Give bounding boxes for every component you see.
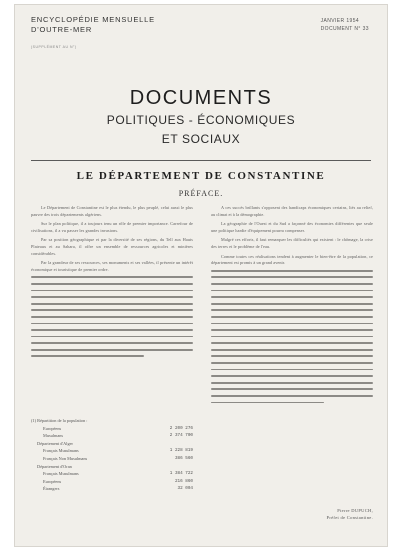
publication-name-line2: D'OUTRE-MER [31,25,93,34]
text-line [211,270,373,272]
document-number: DOCUMENT N° 33 [320,26,369,32]
text-line [31,355,144,357]
row-label: Français Musulmans [43,471,79,477]
text-line [31,342,193,344]
text-line [211,276,373,278]
table-row [31,447,193,455]
text-line [31,349,193,351]
row-label: Étrangers [43,486,60,492]
text-line [31,303,193,305]
text-line [211,395,373,397]
row-value: 32 004 [177,486,193,492]
text-line [31,329,193,331]
row-value: 2 200 276 [169,425,193,431]
text-line [211,382,373,384]
document-date: JANVIER 1954 [320,18,360,24]
table-row [31,440,193,448]
text-line [211,316,373,318]
publication-name-line1: ENCYCLOPÉDIE MENSUELLE [31,15,155,24]
publication-header [31,15,155,49]
right-column [211,205,373,495]
text-line [211,309,373,311]
text-line [211,296,373,298]
row-label: Département d'Oran [37,463,72,469]
text-line [211,283,373,285]
table-row [31,478,193,486]
text-line [31,290,193,292]
text-line [211,329,373,331]
text-line [211,323,373,325]
table-row [31,432,193,440]
text-line [31,323,193,325]
publication-supplement: (SUPPLÉMENT AU N°) [31,45,77,49]
table-intro: (1) Répartition de la population : [31,418,88,423]
table-row [31,417,193,425]
signatory-title: Préfet de Constantine. [326,515,373,520]
text-line [31,296,193,298]
paragraph: Le Département de Constantine est le plus étendu, le plus peuplé, celui aussi le plus pauvre des trois départements algériens. [31,205,193,217]
text-line [211,336,373,338]
text-line [211,290,373,292]
paragraph: Par la grandeur de ses ressources, ses monuments et ses vallées, il présente un intérêt économique et touristique de premier ordre. [31,260,193,272]
row-value: 386 560 [174,455,193,461]
text-line [211,355,373,357]
document-reference [321,17,369,33]
row-label: Département d'Alger [37,440,73,446]
signature-block [211,507,373,521]
article-heading: LE DÉPARTEMENT DE CONSTANTINE [76,170,326,182]
signatory-name: Pierre DUPUCH, [337,508,373,513]
row-value: 1 228 819 [169,448,193,454]
row-label: Musulmans [43,433,64,439]
text-line [211,369,373,371]
paragraph: A ces succès brillants s'opposent des handicaps économiques certains, liés au relief, au climat et à la démographie. [211,205,373,217]
table-row [31,485,193,493]
subtitle-line2: ET SOCIAUX [161,132,241,146]
section-heading: PRÉFACE. [178,189,224,198]
subtitle-line1: POLITIQUES - ÉCONOMIQUES [106,113,296,127]
paragraph: Par sa position géographique et par la diversité de ses régions, du Tell aux Hauts Plateaux et au Sahara, il offre un ensemble de ressources agricoles et minières considérables. [31,237,193,256]
text-line [211,349,373,351]
row-label: Européens [43,478,62,484]
divider-top [31,160,371,161]
paragraph: Sur le plan politique, il a toujours tenu un rôle de premier importance. Carrefour de civilisations, il a vu passer les grandes invasions. [31,221,193,233]
row-label: Français Musulmans [43,448,79,454]
row-label: Français Non Musulmans [43,455,88,461]
text-line [211,303,373,305]
table-row [31,470,193,478]
table-row [31,463,193,471]
row-value: 216 860 [174,478,193,484]
text-line [211,388,373,390]
row-value: 2 374 700 [169,433,193,439]
text-line [31,276,193,278]
row-value: 1 384 722 [169,471,193,477]
main-title: DOCUMENTS [129,87,273,109]
population-table [31,417,193,493]
text-line [31,336,193,338]
text-line [31,309,193,311]
text-line [211,402,324,404]
document-page [14,4,388,547]
text-line [211,375,373,377]
paragraph: Malgré ces efforts, il faut remarquer les difficultés qui existent : le chômage, la crise des terres et le problème de l'eau. [211,237,373,249]
text-line [31,316,193,318]
text-line [211,362,373,364]
title-block [15,87,387,146]
text-line [211,342,373,344]
paragraph: La géographie de l'Ouest et du Sud a façonné des économies différentes que seule une politique hardie d'équipement pourra compenser. [211,221,373,233]
table-row [31,455,193,463]
row-label: Européens [43,425,62,431]
paragraph: Comme toutes ces réalisations tendent à augmenter le bien-être de la population, ce département est promis à un grand avenir. [211,253,373,266]
table-row [31,425,193,433]
text-line [31,283,193,285]
